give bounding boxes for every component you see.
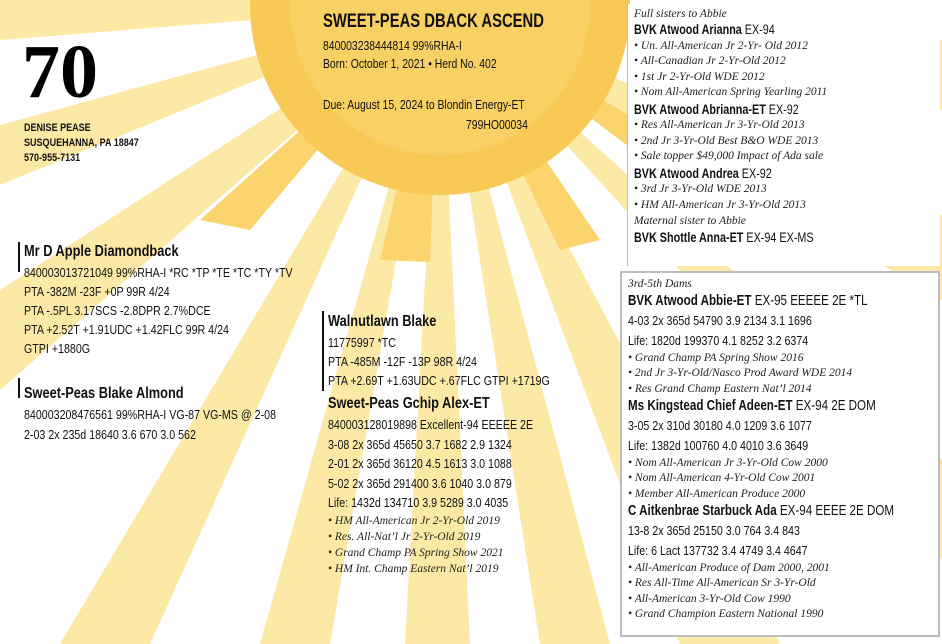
pedigree-bracket xyxy=(18,378,20,398)
consignor-phone: 570-955-7131 xyxy=(24,152,81,164)
cow-name xyxy=(634,165,922,183)
cow-honor: • 2nd Jr 3-Yr-Old Best B&O WDE 2013 xyxy=(634,134,819,147)
cow-honor: • 1st Jr 2-Yr-Old WDE 2012 xyxy=(634,70,765,83)
grandsire-line: PTA +2.69T +1.63UDC +.67FLC GTPI +1719G xyxy=(328,373,550,388)
granddam-line: 5-02 2x 365d 291400 3.6 1040 3.0 879 xyxy=(328,475,512,491)
cow-name xyxy=(628,397,924,416)
cow-honor: • Res All-American Jr 3-Yr-Old 2013 xyxy=(634,119,805,131)
granddam-honor: • Res. All-Nat’l Jr 2-Yr-Old 2019 xyxy=(328,531,481,543)
cow-honor: • Grand Champ PA Spring Show 2016 xyxy=(628,351,804,364)
cow-record: 4-03 2x 365d 54790 3.9 2134 3.1 1696 xyxy=(628,312,812,328)
sisters-content xyxy=(634,7,942,247)
maternal-heading: Maternal sister to Abbie xyxy=(634,215,746,227)
consignor-address: SUSQUEHANNA, PA 18847 xyxy=(24,137,139,149)
granddam-honor: • Grand Champ PA Spring Show 2021 xyxy=(328,547,504,559)
dam-name: Sweet-Peas Blake Almond xyxy=(24,385,184,402)
cow-honor: • Nom All-American Spring Yearling 2011 xyxy=(634,86,828,98)
cow-score: EX-92 xyxy=(738,165,772,181)
animal-due: Due: August 15, 2024 to Blondin Energy-ET xyxy=(323,97,525,112)
cow-score: EX-94 EX-MS xyxy=(743,230,814,245)
granddam-details xyxy=(328,415,533,513)
sire-line: PTA +2.52T +1.91UDC +1.42FLC 99R 4/24 xyxy=(24,322,229,337)
granddam-line: Life: 1432d 134710 3.9 5289 3.0 4035 xyxy=(328,495,509,510)
cow-honor: • All-Canadian Jr 2-Yr-Old 2012 xyxy=(634,55,786,67)
sire-line: PTA -.5PL 3.17SCS -2.8DPR 2.7%DCE xyxy=(24,303,211,318)
cow-record: Life: 1382d 100760 4.0 4010 3.6 3649 xyxy=(628,437,809,453)
dam-line: 2-03 2x 235d 18640 3.6 670 3.0 562 xyxy=(24,427,196,442)
cow-record: 13-8 2x 365d 25150 3.0 764 3.4 843 xyxy=(628,522,800,538)
dams-heading: 3rd-5th Dams xyxy=(628,278,692,290)
pedigree-bracket xyxy=(18,242,20,272)
cow-name-text: BVK Atwood Andrea xyxy=(634,165,739,181)
sire-line: GTPI +1880G xyxy=(24,341,91,356)
cow-honor: • All-American 3-Yr-Old Cow 1990 xyxy=(628,592,791,605)
cow-honor: • HM All-American Jr 3-Yr-Old 2013 xyxy=(634,198,806,211)
cow-name xyxy=(634,229,922,247)
cow-honor: • Nom All-American 4-Yr-Old Cow 2001 xyxy=(628,472,816,484)
animal-born: Born: October 1, 2021 • Herd No. 402 xyxy=(323,56,497,71)
sire-line: PTA -382M -23F +0P 99R 4/24 xyxy=(24,284,170,299)
dams-content xyxy=(628,277,942,623)
cow-name-text: BVK Atwood Abbie-ET xyxy=(628,293,752,309)
cow-honor: • Nom All-American Jr 3-Yr-Old Cow 2000 xyxy=(628,456,828,469)
grandsire-line: 11775997 *TC xyxy=(328,335,396,350)
animal-name: SWEET-PEAS DBACK ASCEND xyxy=(323,11,544,32)
cow-honor: • Member All-American Produce 2000 xyxy=(628,487,806,500)
dams-panel xyxy=(620,271,940,637)
cow-honor: • All-American Produce of Dam 2000, 2001 xyxy=(628,561,830,574)
cow-name-text: BVK Atwood Abrianna-ET xyxy=(634,101,766,117)
pedigree-bracket xyxy=(322,311,324,391)
granddam-honor: • HM All-American Jr 2-Yr-Old 2019 xyxy=(328,515,500,527)
cow-honor: • Grand Champion Eastern National 1990 xyxy=(628,608,824,620)
animal-info xyxy=(323,37,497,73)
grandsire-line: PTA -485M -12F -13P 98R 4/24 xyxy=(328,354,477,369)
granddam-line: 2-01 2x 365d 36120 4.5 1613 3.0 1088 xyxy=(328,456,512,471)
grandsire-details xyxy=(328,333,550,390)
cow-record: Life: 6 Lact 137732 3.4 4749 3.4 4647 xyxy=(628,542,808,558)
cow-name-text: BVK Atwood Arianna xyxy=(634,22,742,37)
cow-name xyxy=(628,502,924,521)
cow-score: EX-94 EEEE 2E DOM xyxy=(776,503,895,519)
consignor-block xyxy=(24,121,139,166)
consignor-name: DENISE PEASE xyxy=(24,122,91,134)
cow-name xyxy=(634,21,922,39)
granddam-line: 840003128019898 Excellent-94 EEEEE 2E xyxy=(328,417,534,432)
granddam-honors xyxy=(328,513,503,577)
service-sire-code: 799HO00034 xyxy=(466,117,528,132)
granddam-line: 3-08 2x 365d 45650 3.7 1682 2.9 1324 xyxy=(328,436,512,452)
grandsire-name: Walnutlawn Blake xyxy=(328,313,437,330)
cow-honor: • 2nd Jr 3-Yr-Old/Nasco Prod Award WDE 2014 xyxy=(628,367,853,379)
granddam-honor: • HM Int. Champ Eastern Nat’l 2019 xyxy=(328,563,499,575)
cow-honor: • Un. All-American Jr 2-Yr- Old 2012 xyxy=(634,39,808,52)
cow-name xyxy=(628,292,924,311)
lot-number: 70 xyxy=(22,30,98,114)
cow-name-text: C Aitkenbrae Starbuck Ada xyxy=(628,503,777,519)
cow-honor: • Res All-Time All-American Sr 3-Yr-Old xyxy=(628,577,816,589)
cow-honor: • 3rd Jr 3-Yr-Old WDE 2013 xyxy=(634,183,767,195)
cow-name-text: Ms Kingstead Chief Adeen-ET xyxy=(628,398,793,414)
cow-score: EX-92 xyxy=(765,101,799,117)
sisters-heading: Full sisters to Abbie xyxy=(634,8,727,20)
cow-score: EX-94 2E DOM xyxy=(792,398,876,414)
sire-details xyxy=(24,263,293,358)
cow-score: EX-95 EEEEE 2E *TL xyxy=(751,293,868,309)
cow-honor: • Res Grand Champ Eastern Nat’l 2014 xyxy=(628,382,812,395)
dam-line: 840003208476561 99%RHA-I VG-87 VG-MS @ 2-08 xyxy=(24,407,277,422)
cow-record: Life: 1820d 199370 4.1 8252 3.2 6374 xyxy=(628,332,809,348)
sire-name: Mr D Apple Diamondback xyxy=(24,243,179,260)
cow-score: EX-94 xyxy=(741,22,775,37)
sisters-panel xyxy=(627,4,940,266)
dam-details xyxy=(24,405,276,445)
cow-honor: • Sale topper $49,000 Impact of Ada sale xyxy=(634,150,824,162)
cow-name-text: BVK Shottle Anna-ET xyxy=(634,230,744,245)
granddam-name: Sweet-Peas Gchip Alex-ET xyxy=(328,395,490,412)
cow-record: 3-05 2x 310d 30180 4.0 1209 3.6 1077 xyxy=(628,417,812,433)
cow-name xyxy=(634,101,922,119)
animal-id: 840003238444814 99%RHA-I xyxy=(323,38,462,53)
sire-line: 840003013721049 99%RHA-I *RC *TP *TE *TC *TY *TV xyxy=(24,265,293,280)
